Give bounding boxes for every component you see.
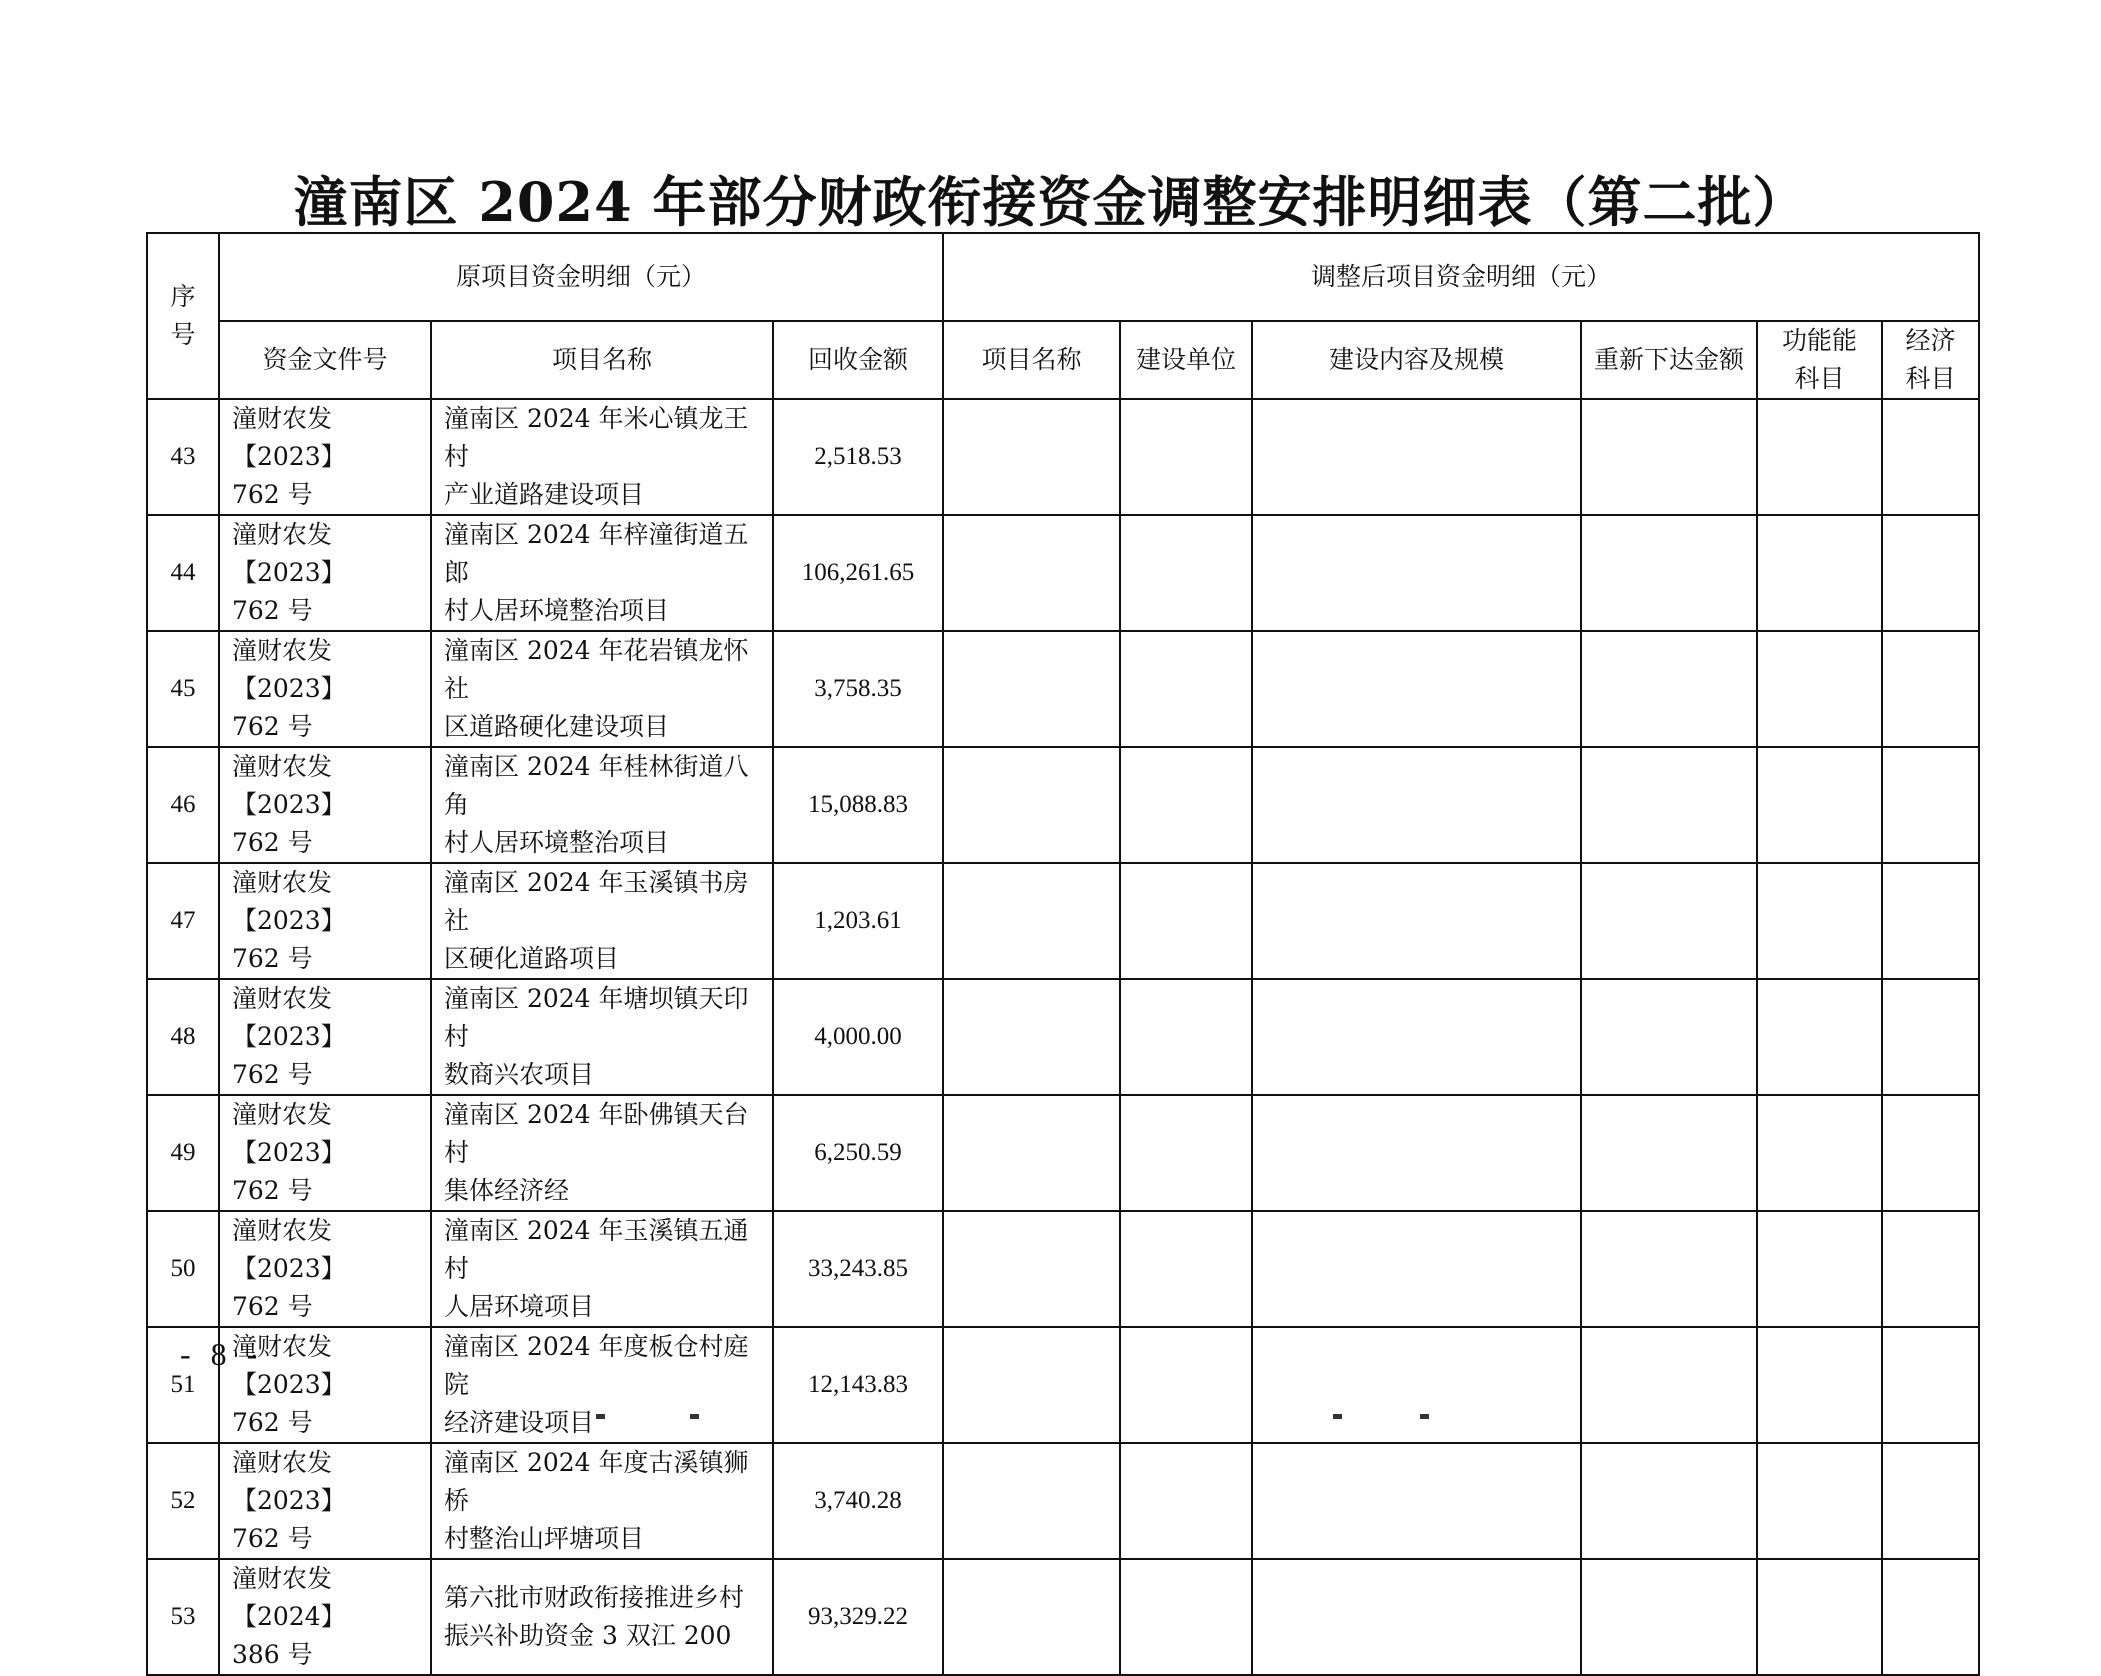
row-fund-doc-line1: 潼财农发【2023】: [232, 520, 346, 587]
row-function-subject: [1757, 863, 1882, 979]
row-project-name-line1: 潼南区 2024 年梓潼街道五郎: [444, 520, 749, 587]
table-row: [147, 1559, 1979, 1675]
row-content-scale: [1252, 747, 1581, 863]
row-reissued-amount: [1581, 399, 1757, 515]
row-project-name: [431, 863, 773, 979]
page-number: - 8 -: [180, 1336, 264, 1372]
row-project-name-line1: 潼南区 2024 年玉溪镇书房社: [444, 868, 749, 935]
row-fund-doc-line1: 潼财农发【2023】: [232, 868, 346, 935]
row-project-name-line2: 村人居环境整治项目: [444, 828, 670, 857]
row-fund-doc-line2: 762 号: [232, 944, 313, 973]
row-project-name: [431, 1559, 773, 1675]
row-project-name-line2: 集体经济经: [444, 1176, 570, 1205]
header-fund-doc: 资金文件号: [219, 321, 431, 399]
row-new-project-name: [943, 515, 1120, 631]
header-original-group: 原项目资金明细（元）: [219, 233, 943, 321]
row-fund-doc-line2: 762 号: [232, 480, 313, 509]
row-recovered-amount: 4,000.00: [773, 979, 943, 1095]
row-new-project-name: [943, 979, 1120, 1095]
row-content-scale: [1252, 1443, 1581, 1559]
row-economic-subject: [1882, 1443, 1979, 1559]
row-project-name: [431, 1327, 773, 1443]
row-builder: [1120, 747, 1252, 863]
row-economic-subject: [1882, 1211, 1979, 1327]
scan-speck: [596, 1414, 605, 1419]
row-fund-doc: [219, 979, 431, 1095]
row-builder: [1120, 515, 1252, 631]
row-project-name-line2: 产业道路建设项目: [444, 480, 645, 509]
table-row: [147, 515, 1979, 631]
row-new-project-name: [943, 1095, 1120, 1211]
row-fund-doc-line2: 762 号: [232, 828, 313, 857]
row-reissued-amount: [1581, 515, 1757, 631]
row-project-name-line1: 潼南区 2024 年度板仓村庭院: [444, 1332, 749, 1399]
table-row: [147, 399, 1979, 515]
header-row-columns: [147, 321, 1979, 399]
row-fund-doc-line1: 潼财农发【2023】: [232, 984, 346, 1051]
row-recovered-amount: 6,250.59: [773, 1095, 943, 1211]
row-project-name-line1: 潼南区 2024 年塘坝镇天印村: [444, 984, 749, 1051]
header-econ-line1: 经济: [1905, 326, 1956, 355]
row-project-name-line1: 潼南区 2024 年度古溪镇狮桥: [444, 1448, 749, 1515]
row-reissued-amount: [1581, 631, 1757, 747]
row-project-name-line2: 区道路硬化建设项目: [444, 712, 670, 741]
row-recovered-amount: 33,243.85: [773, 1211, 943, 1327]
row-function-subject: [1757, 747, 1882, 863]
row-reissued-amount: [1581, 1443, 1757, 1559]
row-fund-doc-line2: 762 号: [232, 1176, 313, 1205]
row-seq: 44: [147, 515, 219, 631]
header-func-line2: 科目: [1794, 364, 1845, 393]
document-title: 潼南区 2024 年部分财政衔接资金调整安排明细表（第二批）: [293, 170, 1808, 234]
row-function-subject: [1757, 1327, 1882, 1443]
row-seq: 50: [147, 1211, 219, 1327]
row-function-subject: [1757, 1443, 1882, 1559]
table-row: [147, 1327, 1979, 1443]
row-fund-doc-line2: 762 号: [232, 1060, 313, 1089]
row-project-name-line1: 潼南区 2024 年卧佛镇天台村: [444, 1100, 749, 1167]
row-new-project-name: [943, 631, 1120, 747]
header-new-project-name: 项目名称: [943, 321, 1120, 399]
row-new-project-name: [943, 747, 1120, 863]
scan-speck: [1420, 1414, 1429, 1419]
row-fund-doc-line2: 762 号: [232, 1524, 313, 1553]
row-economic-subject: [1882, 1327, 1979, 1443]
row-fund-doc-line1: 潼财农发【2023】: [232, 1216, 346, 1283]
row-function-subject: [1757, 515, 1882, 631]
row-builder: [1120, 399, 1252, 515]
table-row: [147, 631, 1979, 747]
row-recovered-amount: 93,329.22: [773, 1559, 943, 1675]
row-fund-doc: [219, 399, 431, 515]
row-economic-subject: [1882, 1095, 1979, 1211]
row-recovered-amount: 106,261.65: [773, 515, 943, 631]
row-new-project-name: [943, 1211, 1120, 1327]
header-project-name: 项目名称: [431, 321, 773, 399]
row-content-scale: [1252, 631, 1581, 747]
scan-speck: [690, 1414, 699, 1419]
row-function-subject: [1757, 1559, 1882, 1675]
row-fund-doc-line2: 762 号: [232, 712, 313, 741]
row-project-name-line1: 潼南区 2024 年桂林街道八角: [444, 752, 749, 819]
row-seq: 53: [147, 1559, 219, 1675]
row-reissued-amount: [1581, 1559, 1757, 1675]
row-project-name: [431, 747, 773, 863]
row-reissued-amount: [1581, 1211, 1757, 1327]
row-reissued-amount: [1581, 1095, 1757, 1211]
row-new-project-name: [943, 1443, 1120, 1559]
row-new-project-name: [943, 1559, 1120, 1675]
row-content-scale: [1252, 515, 1581, 631]
table-row: [147, 747, 1979, 863]
row-builder: [1120, 1327, 1252, 1443]
row-content-scale: [1252, 863, 1581, 979]
row-fund-doc-line1: 潼财农发【2023】: [232, 1332, 346, 1399]
row-builder: [1120, 1443, 1252, 1559]
row-project-name-line2: 区硬化道路项目: [444, 944, 620, 973]
row-new-project-name: [943, 863, 1120, 979]
row-builder: [1120, 1211, 1252, 1327]
row-recovered-amount: 15,088.83: [773, 747, 943, 863]
row-recovered-amount: 3,758.35: [773, 631, 943, 747]
row-function-subject: [1757, 1095, 1882, 1211]
scan-speck: [1333, 1414, 1342, 1419]
row-builder: [1120, 979, 1252, 1095]
table-row: [147, 979, 1979, 1095]
header-func-line1: 功能能: [1782, 326, 1858, 355]
row-project-name-line2: 人居环境项目: [444, 1292, 595, 1321]
row-project-name-line1: 潼南区 2024 年米心镇龙王村: [444, 404, 749, 471]
header-seq: [147, 233, 219, 399]
row-project-name-line1: 潼南区 2024 年花岩镇龙怀社: [444, 636, 749, 703]
row-economic-subject: [1882, 631, 1979, 747]
header-adjusted-group: 调整后项目资金明细（元）: [943, 233, 1979, 321]
row-fund-doc-line1: 潼财农发【2023】: [232, 1448, 346, 1515]
row-fund-doc: [219, 1559, 431, 1675]
header-economic-subject: [1882, 321, 1979, 399]
row-content-scale: [1252, 1327, 1581, 1443]
header-reissued-amount: 重新下达金额: [1581, 321, 1757, 399]
table-row: [147, 863, 1979, 979]
row-project-name-line2: 振兴补助资金 3 双江 200: [444, 1621, 732, 1650]
row-seq: 49: [147, 1095, 219, 1211]
row-builder: [1120, 1559, 1252, 1675]
header-recovered-amount: 回收金额: [773, 321, 943, 399]
row-fund-doc: [219, 747, 431, 863]
row-new-project-name: [943, 1327, 1120, 1443]
row-fund-doc-line1: 潼财农发【2023】: [232, 752, 346, 819]
row-fund-doc-line2: 762 号: [232, 1292, 313, 1321]
row-economic-subject: [1882, 747, 1979, 863]
row-fund-doc-line1: 潼财农发【2023】: [232, 636, 346, 703]
row-fund-doc-line2: 386 号: [232, 1640, 313, 1669]
row-recovered-amount: 3,740.28: [773, 1443, 943, 1559]
row-content-scale: [1252, 1095, 1581, 1211]
table-row: [147, 1095, 1979, 1211]
row-seq: 48: [147, 979, 219, 1095]
row-fund-doc-line1: 潼财农发【2024】: [232, 1564, 346, 1631]
row-seq: 51: [147, 1327, 219, 1443]
row-economic-subject: [1882, 863, 1979, 979]
row-economic-subject: [1882, 399, 1979, 515]
row-reissued-amount: [1581, 979, 1757, 1095]
row-content-scale: [1252, 979, 1581, 1095]
row-economic-subject: [1882, 1559, 1979, 1675]
row-seq: 45: [147, 631, 219, 747]
row-economic-subject: [1882, 515, 1979, 631]
header-seq-line2: 号: [170, 320, 196, 349]
row-builder: [1120, 631, 1252, 747]
row-seq: 52: [147, 1443, 219, 1559]
table-row: [147, 1211, 1979, 1327]
row-content-scale: [1252, 1559, 1581, 1675]
header-econ-line2: 科目: [1905, 364, 1956, 393]
row-recovered-amount: 1,203.61: [773, 863, 943, 979]
row-recovered-amount: 12,143.83: [773, 1327, 943, 1443]
row-builder: [1120, 1095, 1252, 1211]
row-project-name-line1: 潼南区 2024 年玉溪镇五通村: [444, 1216, 749, 1283]
row-function-subject: [1757, 979, 1882, 1095]
row-function-subject: [1757, 399, 1882, 515]
row-economic-subject: [1882, 979, 1979, 1095]
row-project-name: [431, 1211, 773, 1327]
row-project-name: [431, 979, 773, 1095]
row-project-name-line2: 村人居环境整治项目: [444, 596, 670, 625]
row-project-name-line2: 村整治山坪塘项目: [444, 1524, 645, 1553]
header-function-subject: [1757, 321, 1882, 399]
row-reissued-amount: [1581, 747, 1757, 863]
header-seq-line1: 序: [170, 282, 196, 311]
table-row: [147, 1443, 1979, 1559]
header-row-group: [147, 233, 1979, 321]
row-reissued-amount: [1581, 1327, 1757, 1443]
header-content-scale: 建设内容及规模: [1252, 321, 1581, 399]
row-content-scale: [1252, 399, 1581, 515]
row-new-project-name: [943, 399, 1120, 515]
row-seq: 43: [147, 399, 219, 515]
row-project-name: [431, 1443, 773, 1559]
row-project-name: [431, 515, 773, 631]
row-fund-doc-line1: 潼财农发【2023】: [232, 1100, 346, 1167]
row-reissued-amount: [1581, 863, 1757, 979]
row-fund-doc-line2: 762 号: [232, 1408, 313, 1437]
row-builder: [1120, 863, 1252, 979]
row-project-name: [431, 399, 773, 515]
row-fund-doc-line2: 762 号: [232, 596, 313, 625]
row-seq: 46: [147, 747, 219, 863]
fund-adjustment-table: [146, 232, 1980, 1676]
row-fund-doc: [219, 863, 431, 979]
row-fund-doc: [219, 515, 431, 631]
row-project-name: [431, 631, 773, 747]
row-fund-doc: [219, 1095, 431, 1211]
row-fund-doc: [219, 1211, 431, 1327]
row-project-name: [431, 1095, 773, 1211]
row-content-scale: [1252, 1211, 1581, 1327]
row-project-name-line2: 经济建设项目: [444, 1408, 595, 1437]
row-project-name-line1: 第六批市财政衔接推进乡村: [444, 1583, 745, 1612]
row-recovered-amount: 2,518.53: [773, 399, 943, 515]
row-fund-doc: [219, 631, 431, 747]
row-fund-doc-line1: 潼财农发【2023】: [232, 404, 346, 471]
row-project-name-line2: 数商兴农项目: [444, 1060, 595, 1089]
row-fund-doc: [219, 1443, 431, 1559]
row-function-subject: [1757, 631, 1882, 747]
row-seq: 47: [147, 863, 219, 979]
header-builder: 建设单位: [1120, 321, 1252, 399]
row-function-subject: [1757, 1211, 1882, 1327]
